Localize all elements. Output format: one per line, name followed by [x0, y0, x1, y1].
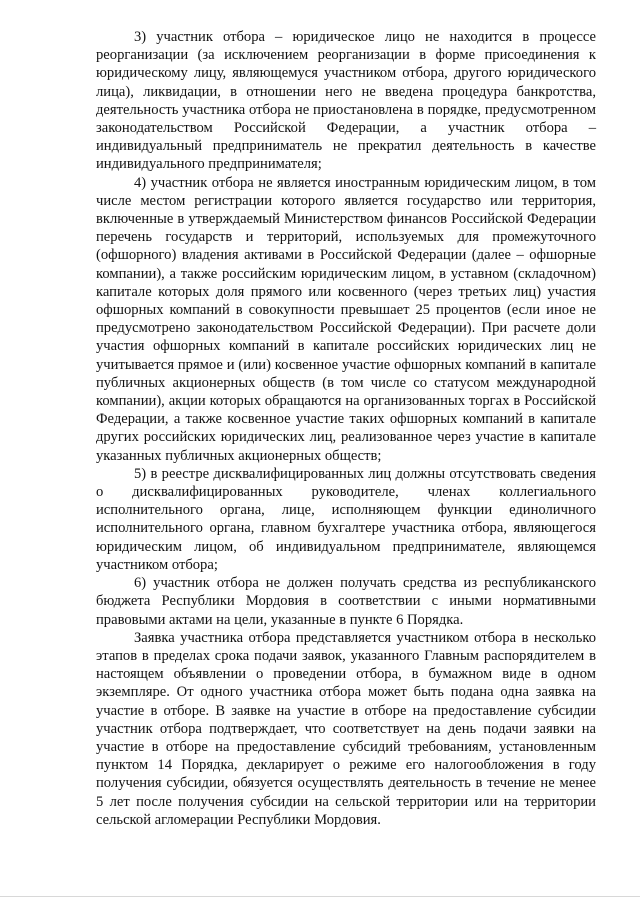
page-edge-divider	[0, 896, 640, 897]
document-body	[96, 28, 596, 829]
paragraph-item-5: 5) в реестре дисквалифицированных лиц должны отсутствовать сведения о дисквалифицированных руководителе, членах коллегиального исполнительного органа, лице, исполняющем функции единоличного исполнительного органа, главном бухгалтере участника отбора, являющегося юридическим лицом, об индивидуальном предпринимателе, являющемся участником отбора;	[96, 465, 596, 573]
paragraph-application: Заявка участника отбора представляется участником отбора в несколько этапов в пределах срока подачи заявок, указанного Главным распорядителем в настоящем объявлении о проведении отбора, в бумажном виде в одном экземпляре. От одного участника отбора может быть подана одна заявка на участие в отборе. В заявке на участие в отборе на предоставление субсидии участник отбора подтверждает, что соответствует на день подачи заявки на участие в отборе на предоставление субсидий требованиям, установленным пунктом 14 Порядка, декларирует о режиме его налогообложения в году получения субсидии, обязуется осуществлять деятельность в течение не менее 5 лет после получения субсидии на сельской территории или на территории сельской агломерации Республики Мордовия.	[96, 629, 596, 828]
paragraph-item-4: 4) участник отбора не является иностранным юридическим лицом, в том числе местом регистрации которого является государство или территория, включенные в утверждаемый Министерством финансов Российской Федерации перечень государств и территорий, используемых для промежуточного (офшорного) владения активами в Российской Федерации (далее – офшорные компании), а также российским юридическим лицом, в уставном (складочном) капитале которых доля прямого или косвенного (через третьих лиц) участия офшорных компаний в совокупности превышает 25 процентов (если иное не предусмотрено законодательством Российской Федерации). При расчете доли участия офшорных компаний в капитале российских юридических лиц не учитывается прямое и (или) косвенное участие офшорных компаний в капитале публичных акционерных обществ (в том числе со статусом международной компании), акции которых обращаются на организованных торгах в Российской Федерации, а также косвенное участие таких офшорных компаний в капитале других российских юридических лиц, реализованное через участие в капитале указанных публичных акционерных обществ;	[96, 174, 596, 464]
paragraph-item-3: 3) участник отбора – юридическое лицо не находится в процессе реорганизации (за исключением реорганизации в форме присоединения к юридическому лицу, являющемуся участником отбора, другого юридического лица), ликвидации, в отношении него не введена процедура банкротства, деятельность участника отбора не приостановлена в порядке, предусмотренном законодательством Российской Федерации, а участник отбора – индивидуальный предприниматель не прекратил деятельность в качестве индивидуального предпринимателя;	[96, 29, 596, 173]
paragraph-item-6: 6) участник отбора не должен получать средства из республиканского бюджета Республики Мордовия в соответствии с иными нормативными правовыми актами на цели, указанные в пункте 6 Порядка.	[96, 575, 596, 628]
